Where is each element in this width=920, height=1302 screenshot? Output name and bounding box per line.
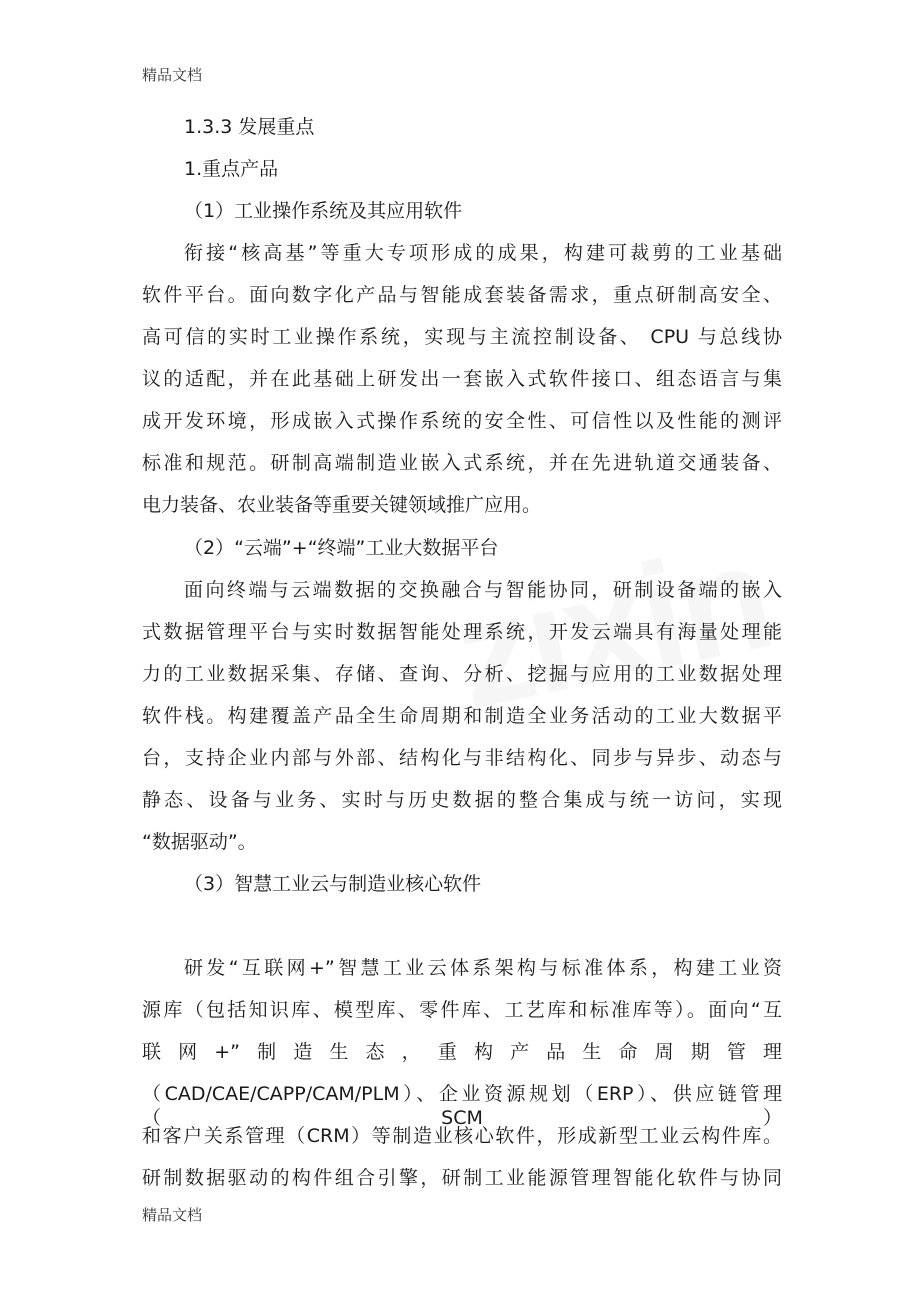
item2-title: （2）“云端”+“终端”工业大数据平台 [184, 537, 499, 559]
paragraph-line: 和客户关系管理（CRM）等制造业核心软件，形成新型工业云构件库。 [142, 1125, 782, 1147]
paragraph-line: 高可信的实时工业操作系统，实现与主流控制设备、 CPU 与总线协 [142, 326, 782, 348]
page-header: 精品文档 [142, 66, 203, 84]
paragraph-line: 式数据管理平台与实时数据智能处理系统，开发云端具有海量处理能 [142, 621, 782, 643]
item1-title: （1）工业操作系统及其应用软件 [184, 200, 463, 222]
paragraph-line: 标准和规范。研制高端制造业嵌入式系统，并在先进轨道交通装备、 [142, 452, 782, 474]
paragraph-line: 软件栈。构建覆盖产品全生命周期和制造全业务活动的工业大数据平 [142, 705, 782, 727]
paragraph-line: 电力装备、农业装备等重要关键领域推广应用。 [142, 494, 542, 516]
paragraph-line: 力的工业数据采集、存储、查询、分析、挖掘与应用的工业数据处理 [142, 663, 782, 685]
section-heading: 1.3.3 发展重点 [184, 116, 315, 138]
paragraph-line: （CAD/CAE/CAPP/CAM/PLM）、企业资源规划（ERP）、供应链管理（SCM） [142, 1083, 782, 1129]
paragraph-line: 成开发环境，形成嵌入式操作系统的安全性、可信性以及性能的测评 [142, 410, 782, 432]
page-footer: 精品文档 [142, 1206, 203, 1224]
paragraph-line: 源库（包括知识库、模型库、零件库、工艺库和标准库等）。面向“互 [142, 999, 782, 1021]
subheading: 1.重点产品 [184, 158, 279, 180]
paragraph-line: 台，支持企业内部与外部、结构化与非结构化、同步与异步、动态与 [142, 747, 782, 769]
paragraph-line: 软件平台。面向数字化产品与智能成套装备需求，重点研制高安全、 [142, 284, 782, 306]
paragraph-line: 议的适配，并在此基础上研发出一套嵌入式软件接口、组态语言与集 [142, 368, 782, 390]
paragraph-line: 衔接“核高基”等重大专项形成的成果，构建可裁剪的工业基础 [184, 242, 782, 264]
paragraph-line: 静态、设备与业务、实时与历史数据的整合集成与统一访问，实现 [142, 789, 782, 811]
paragraph-line: 面向终端与云端数据的交换融合与智能协同，研制设备端的嵌入 [184, 579, 782, 601]
paragraph-line: 研制数据驱动的构件组合引擎，研制工业能源管理智能化软件与协同 [142, 1167, 782, 1189]
paragraph-line: 研发“互联网+”智慧工业云体系架构与标准体系，构建工业资 [184, 957, 782, 979]
paragraph-line: “数据驱动”。 [142, 831, 257, 853]
paragraph-line: 联网+”制造生态，重构产品生命周期管理 [142, 1041, 782, 1063]
item3-title: （3）智慧工业云与制造业核心软件 [184, 873, 482, 895]
